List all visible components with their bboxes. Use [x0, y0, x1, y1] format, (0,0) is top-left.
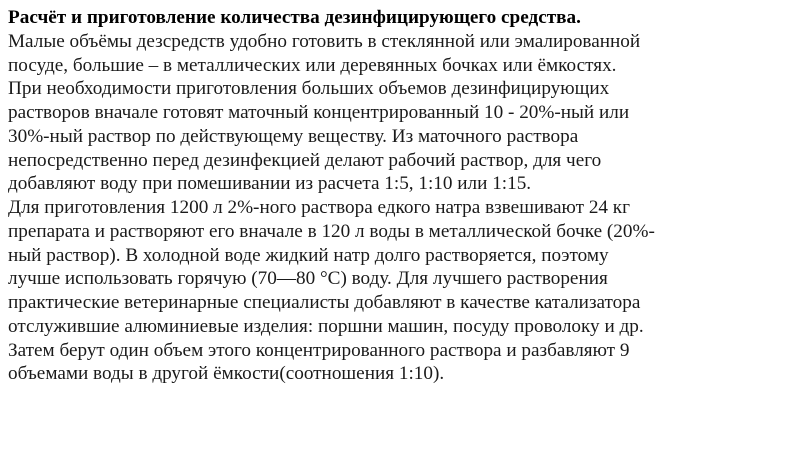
text-line: посуде, большие – в металлических или деревянных бочках или ёмкостях. [8, 54, 617, 76]
text-line: Малые объёмы дезсредств удобно готовить в стеклянной или эмалированной [8, 30, 641, 52]
text-line: препарата и растворяют его вначале в 120 л воды в металлической бочке (20%- [8, 220, 655, 242]
text-line: практические ветеринарные специалисты добавляют в качестве катализатора [8, 292, 641, 313]
text-line: объемами воды в другой ёмкости(соотношения 1:10). [8, 363, 445, 385]
text-line: отслужившие алюминиевые изделия: поршни машин, посуду проволоку и др. [8, 315, 644, 337]
text-line: При необходимости приготовления больших объемов дезинфицирующих [8, 78, 610, 100]
text-line: Для приготовления 1200 л 2%-ного раствора едкого натра взвешивают 24 кг [8, 197, 630, 218]
text-line: добавляют воду при помешивании из расчета 1:5, 1:10 или 1:15. [8, 173, 532, 195]
document-title: Расчёт и приготовление количества дезинфицирующего средства. [8, 7, 581, 28]
text-line: непосредственно перед дезинфекцией делают рабочий раствор, для чего [8, 149, 602, 171]
text-line: 30%-ный раствор по действующему веществу. Из маточного раствора [8, 125, 579, 147]
text-line: лучше использовать горячую (70—80 °С) воду. Для лучшего растворения [8, 268, 608, 290]
text-line: Затем берут один объем этого концентрированного раствора и разбавляют 9 [8, 339, 630, 361]
document-text [8, 6, 798, 386]
text-line: растворов вначале готовят маточный концентрированный 10 - 20%-ный или [8, 102, 630, 123]
text-line: ный раствор). В холодной воде жидкий натр долго растворяется, поэтому [8, 244, 609, 266]
